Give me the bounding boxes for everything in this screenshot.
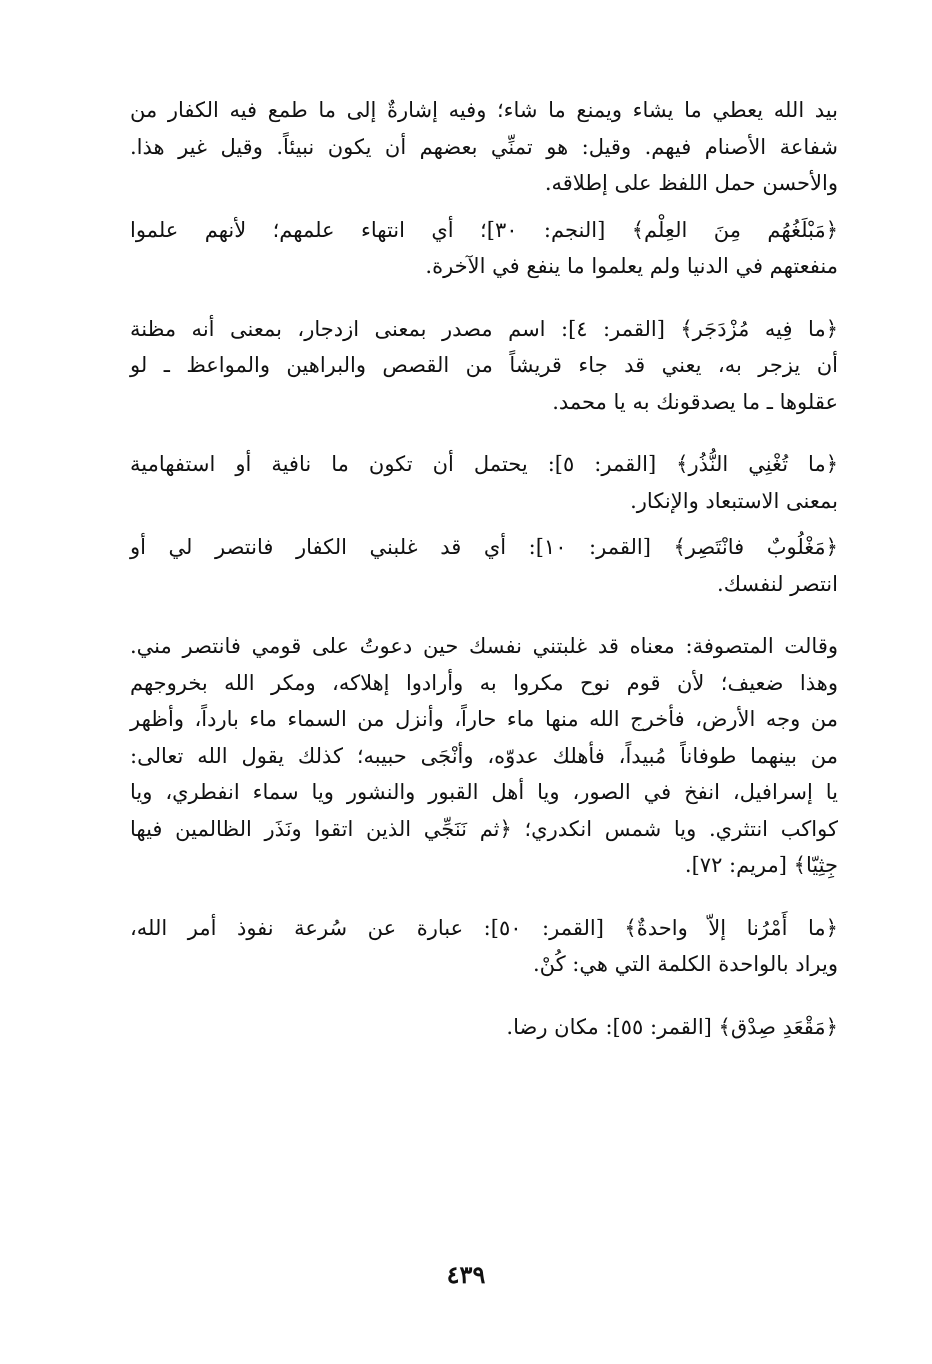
- text-line: ويراد بالواحدة الكلمة التي هي: كُنْ.: [532, 952, 838, 976]
- text-line: من بينهما طوفاناً مُبيداً، فأهلك عدوّه، وأنْجَى حبيبه؛ كذلك يقول الله تعالى:: [130, 743, 838, 768]
- text-line: ﴿مَغْلُوبٌ فانْتَصِر﴾ [القمر: ١٠]: أي قد غلبني الكفار فانتصر لي أو: [130, 535, 838, 559]
- text-line: ﴿مَقْعَدِ صِدْق﴾ [القمر: ٥٥]: مكان رضا.: [506, 1014, 838, 1039]
- paragraph: [130, 628, 838, 884]
- text-line: ﴿ما فِيه مُزْدَجَر﴾ [القمر: ٤]: اسم مصدر بمعنى ازدجار، بمعنى أنه مظنة: [130, 316, 838, 341]
- paragraph: [130, 1009, 838, 1046]
- text-line: من وجه الأرض، فأخرج الله منها ماء حاراً، وأنزل من السماء ماء بارداً، وأظهر: [130, 707, 838, 731]
- text-line: كواكب انتثري. ويا شمس انكدري؛ ﴿ثم نَنَجِّي الذين اتقوا ونَذَر الظالمين فيها: [130, 816, 838, 841]
- text-line: وقالت المتصوفة: معناه قد غلبتني نفسك حين دعوتُ على قومي فانتصر مني.: [130, 634, 838, 658]
- text-line: أن يزجر به، يعني قد جاء قريشاً من القصص والبراهين والمواعظ ـ لو: [130, 353, 838, 377]
- text-line: ﴿مَبْلَغُهُم مِنَ العِلْم﴾ [النجم: ٣٠]؛ أي انتهاء علمهم؛ لأنهم علموا: [130, 217, 838, 242]
- text-line: والأحسن حمل اللفظ على إطلاقه.: [544, 171, 838, 195]
- text-line: ﴿ما تُغْنِي النُّذُر﴾ [القمر: ٥]: يحتمل أن تكون ما نافية أو استفهامية: [130, 452, 839, 476]
- text-line: جِثِيّا﴾ [مريم: ٧٢].: [684, 853, 838, 877]
- text-line: انتصر لنفسك.: [717, 571, 838, 596]
- paragraph: [130, 529, 838, 602]
- paragraph: [130, 311, 838, 421]
- text-line: بيد الله يعطي ما يشاء ويمنع ما شاء؛ وفيه إشارةٌ إلى ما طمع فيه الكفار من: [130, 98, 838, 122]
- text-line: شفاعة الأصنام فيهم. وقيل: هو تمنِّي بعضهم أن يكون نبيئاً. وقيل غير هذا.: [130, 134, 838, 159]
- text-line: ﴿ما أَمْرُنا إلاّ واحدةٌ﴾ [القمر: ٥٠]: عبارة عن سُرعة نفوذ أمر الله،: [130, 915, 838, 940]
- paragraph: [130, 212, 838, 285]
- text-line: منفعتهم في الدنيا ولم يعلموا ما ينفع في الآخرة.: [425, 254, 838, 278]
- paragraph: [130, 910, 838, 983]
- text-line: عقلوها ـ ما يصدقونك به يا محمد.: [552, 389, 838, 414]
- text-line: يا إسرافيل، انفخ في الصور، ويا أهل القبور والنشور ويا سماء انفطري، ويا: [130, 780, 838, 804]
- paragraph: [130, 446, 838, 519]
- text-line: بمعنى الاستبعاد والإنكار.: [630, 488, 838, 513]
- page-body: [130, 92, 838, 1045]
- text-line: وهذا ضعيف؛ لأن قوم نوح مكروا به وأرادوا إهلاكه، ومكر الله بخروجهم: [130, 670, 838, 695]
- page-number: ٤٣٩: [446, 1260, 486, 1289]
- paragraph: [130, 92, 838, 202]
